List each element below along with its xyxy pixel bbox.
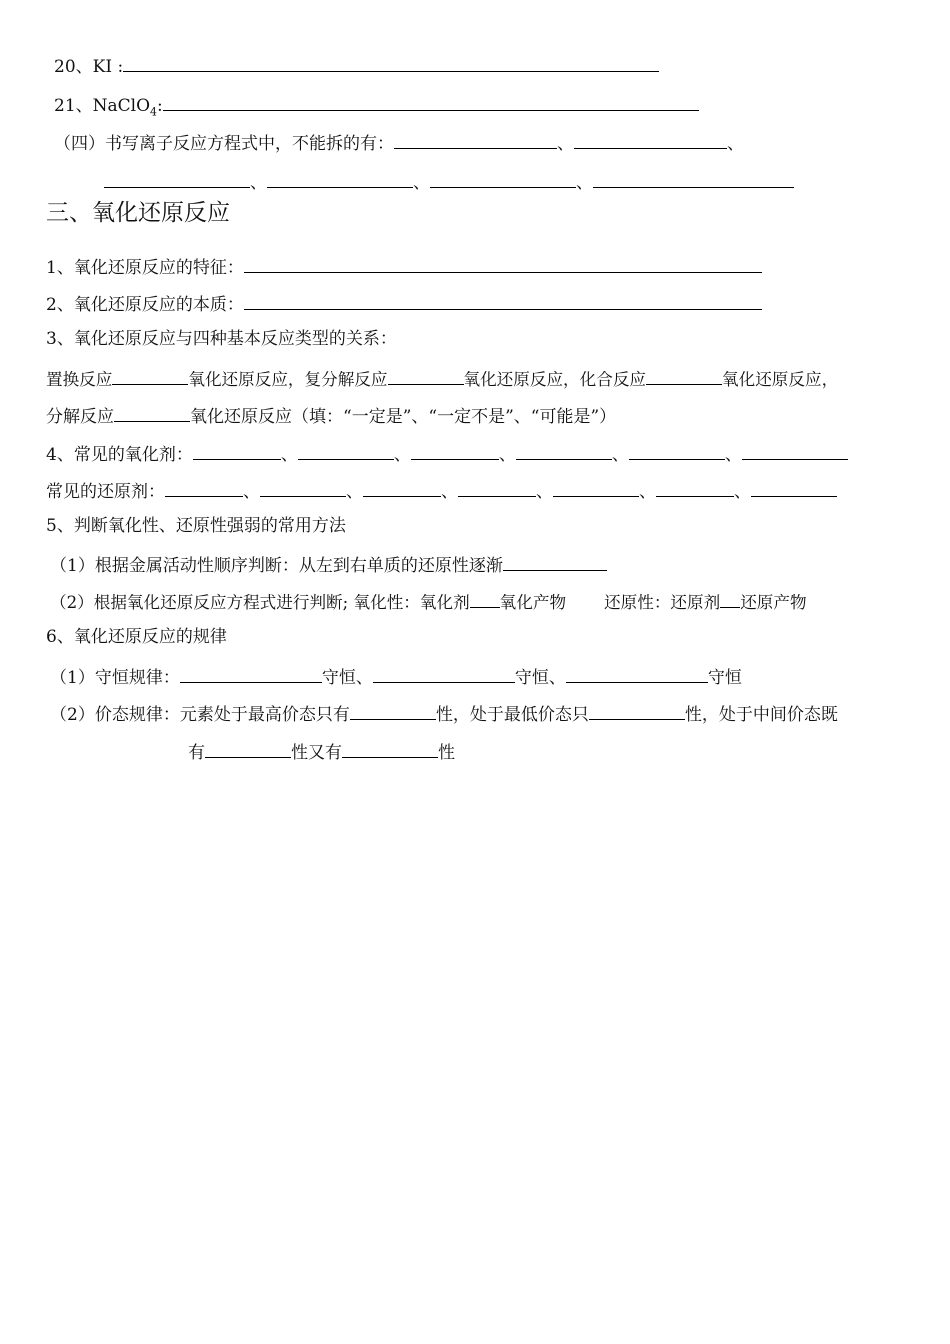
answer-blank[interactable]: [574, 128, 727, 149]
question-5-2: （2）根据氧化还原反应方程式进行判断; 氧化性：氧化剂 氧化产物 还原性：还原剂 还原产物: [50, 587, 807, 613]
ion-equation-question: （四）书写离子反应方程式中，不能拆的有： 、 、: [54, 128, 744, 154]
answer-blank[interactable]: [553, 476, 639, 497]
ion-equation-label: （四）书写离子反应方程式中，不能拆的有：: [54, 134, 394, 154]
item-20: [54, 51, 659, 77]
answer-blank[interactable]: [104, 167, 250, 188]
answer-blank[interactable]: [470, 587, 500, 608]
item-20-label: 20、KI :: [54, 57, 124, 77]
answer-blank[interactable]: [244, 252, 762, 273]
question-5-1: （1）根据金属活动性顺序判断：从左到右单质的还原性逐渐: [50, 550, 607, 576]
answer-blank[interactable]: [350, 699, 436, 720]
answer-blank[interactable]: [112, 364, 188, 385]
ion-equation-row-2: 、 、 、: [104, 167, 794, 193]
item-21: [54, 90, 699, 119]
question-3-row-2: 分解反应 氧化还原反应（填：“一定是”、“一定不是”、“可能是”）: [46, 401, 616, 427]
question-4-row-2: 常见的还原剂： 、 、 、 、 、 、: [46, 476, 837, 502]
answer-blank[interactable]: [646, 364, 722, 385]
answer-blank[interactable]: [260, 476, 346, 497]
answer-blank[interactable]: [388, 364, 464, 385]
question-6-2: （2）价态规律：元素处于最高价态只有 性，处于最低价态只 性，处于中间价态既: [50, 699, 838, 725]
question-6: 6、氧化还原反应的规律: [46, 627, 227, 647]
answer-blank[interactable]: [566, 662, 708, 683]
answer-blank[interactable]: [205, 737, 291, 758]
answer-blank[interactable]: [503, 550, 607, 571]
answer-blank[interactable]: [751, 476, 837, 497]
answer-blank[interactable]: [742, 439, 848, 460]
question-6-1: （1）守恒规律： 守恒、 守恒、 守恒: [50, 662, 742, 688]
item-21-label: 21、NaClO$_4$:: [54, 96, 163, 119]
answer-blank[interactable]: [394, 128, 557, 149]
answer-blank[interactable]: [516, 439, 612, 460]
answer-blank[interactable]: [114, 401, 190, 422]
answer-blank[interactable]: [267, 167, 413, 188]
answer-blank[interactable]: [363, 476, 441, 497]
answer-blank[interactable]: [373, 662, 515, 683]
question-1: 1、氧化还原反应的特征：: [46, 252, 762, 278]
answer-blank[interactable]: [298, 439, 394, 460]
question-4: 4、常见的氧化剂： 、 、 、 、 、: [46, 439, 848, 465]
answer-blank[interactable]: [430, 167, 576, 188]
answer-blank[interactable]: [589, 699, 685, 720]
answer-blank[interactable]: [123, 51, 659, 72]
question-2: 2、氧化还原反应的本质：: [46, 289, 762, 315]
answer-blank[interactable]: [656, 476, 734, 497]
question-5: 5、判断氧化性、还原性强弱的常用方法: [46, 516, 346, 536]
answer-blank[interactable]: [165, 476, 243, 497]
answer-blank[interactable]: [342, 737, 438, 758]
question-6-2-cont: 有 性又有 性: [188, 737, 455, 763]
answer-blank[interactable]: [458, 476, 536, 497]
answer-blank[interactable]: [593, 167, 794, 188]
answer-blank[interactable]: [629, 439, 725, 460]
section-title: 三、氧化还原反应: [46, 200, 230, 226]
answer-blank[interactable]: [411, 439, 499, 460]
question-3: 3、氧化还原反应与四种基本反应类型的关系：: [46, 329, 397, 349]
answer-blank[interactable]: [720, 587, 740, 608]
answer-blank[interactable]: [163, 90, 699, 111]
answer-blank[interactable]: [193, 439, 281, 460]
answer-blank[interactable]: [244, 289, 762, 310]
answer-blank[interactable]: [180, 662, 322, 683]
question-3-row-1: 置换反应 氧化还原反应，复分解反应 氧化还原反应，化合反应 氧化还原反应，: [46, 364, 838, 390]
